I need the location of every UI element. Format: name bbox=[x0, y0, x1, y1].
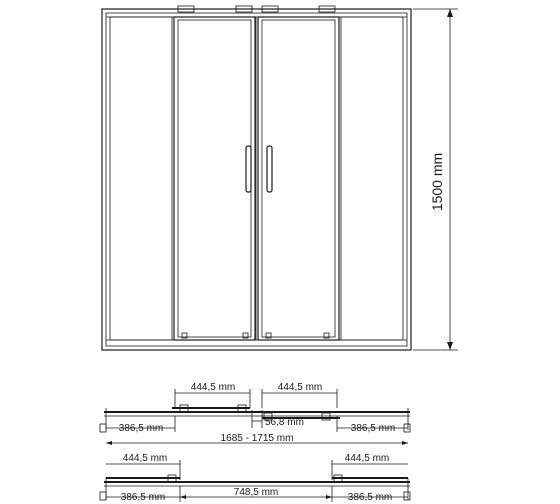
top-door-right-label: 444,5 mm bbox=[277, 382, 323, 393]
top-plan bbox=[100, 382, 410, 445]
height-dimension bbox=[413, 9, 458, 350]
bottom-plan bbox=[100, 453, 410, 503]
bottom-door-right-label: 444,5 mm bbox=[344, 453, 390, 464]
top-side-left-label: 386,5 mm bbox=[118, 423, 164, 434]
inner-frame bbox=[106, 13, 407, 346]
top-door-left-label: 444,5 mm bbox=[190, 382, 236, 393]
outer-frame bbox=[102, 9, 411, 350]
bottom-side-left-label: 386,5 mm bbox=[120, 492, 166, 503]
height-label: 1500 mm bbox=[429, 152, 445, 212]
bottom-center-label: 748,5 mm bbox=[233, 487, 279, 498]
bottom-door-left-label: 444,5 mm bbox=[122, 453, 168, 464]
left-handle bbox=[246, 146, 251, 192]
front-elevation bbox=[102, 6, 411, 350]
right-sliding-door bbox=[258, 17, 339, 340]
left-sliding-door bbox=[174, 17, 255, 340]
right-handle bbox=[267, 146, 272, 192]
right-fixed-panel bbox=[341, 17, 403, 340]
top-overall-label: 1685 - 1715 mm bbox=[220, 433, 294, 444]
top-gap-label: 56,8 mm bbox=[265, 417, 304, 428]
left-fixed-panel bbox=[110, 17, 172, 340]
bottom-side-right-label: 386,5 mm bbox=[347, 492, 393, 503]
top-side-right-label: 386,5 mm bbox=[350, 423, 396, 434]
